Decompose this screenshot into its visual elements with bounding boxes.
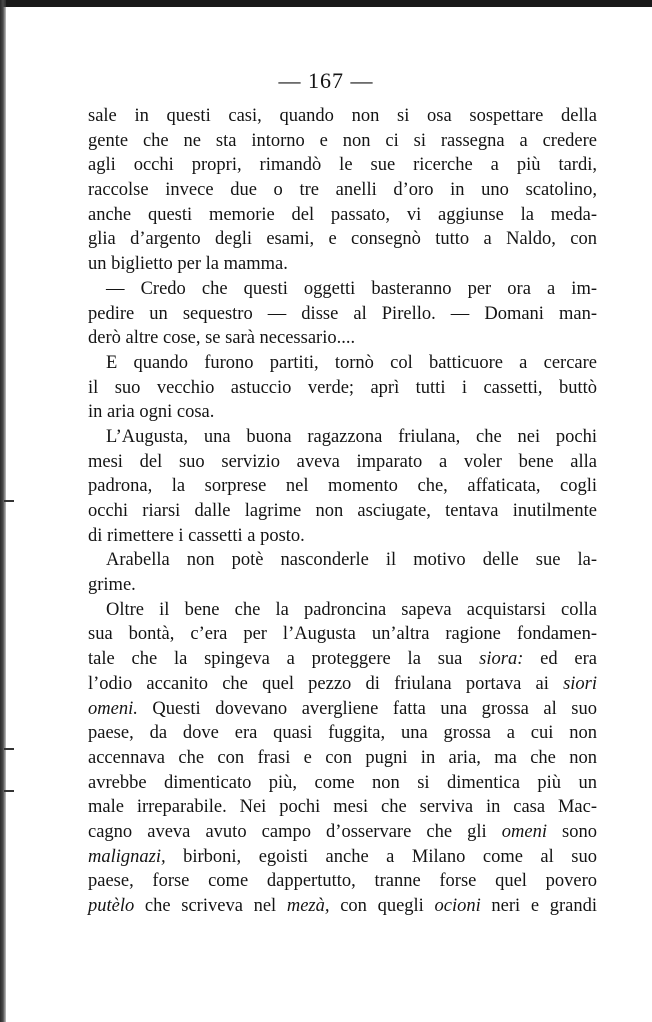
text-line: sua bontà, c’era per l’Augusta un’altra ragione fondamen-	[88, 624, 597, 645]
text-line: putèlo che scriveva nel mezà, con quegli ocioni neri e grandi	[88, 896, 597, 916]
page-number: — 167 —	[278, 68, 374, 93]
text-line: un biglietto per la mamma.	[88, 254, 288, 275]
page-top-edge	[0, 0, 652, 7]
text-line: cagno aveva avuto campo d’osservare che gli omeni sono	[88, 821, 597, 842]
text-line: in aria ogni cosa.	[88, 402, 215, 423]
text-line: agli occhi propri, rimandò le sue ricerche a più tardi,	[88, 155, 597, 176]
text-line: gente che ne sta intorno e non ci si rassegna a credere	[88, 130, 597, 151]
page-binding-edge	[0, 0, 6, 1022]
text-line: pedire un sequestro — disse al Pirello. — Domani man-	[88, 303, 597, 324]
text-line: — Credo che questi oggetti basteranno per ora a im-	[106, 278, 597, 299]
text-line: paese, da dove era quasi fuggita, una grossa a cui non	[88, 723, 597, 744]
text-line: paese, forse come dappertutto, tranne forse quel povero	[88, 871, 597, 892]
text-line: Oltre il bene che la padroncina sapeva acquistarsi colla	[106, 599, 597, 620]
text-line: male irreparabile. Nei pochi mesi che serviva in casa Mac-	[88, 797, 597, 818]
text-line: raccolse invece due o tre anelli d’oro in uno scatolino,	[88, 180, 597, 201]
text-line: avrebbe dimenticato più, come non si dimentica più un	[88, 772, 597, 793]
italic-word: putèlo	[88, 896, 135, 916]
italic-word: mezà,	[286, 896, 330, 916]
italic-word: siora:	[479, 649, 524, 670]
italic-word: siori	[563, 673, 597, 694]
italic-word: malignazi,	[88, 846, 166, 867]
text-line: derò altre cose, se sarà necessario....	[88, 328, 356, 349]
text-line: il suo vecchio astuccio verde; aprì tutti i cassetti, buttò	[88, 377, 597, 398]
text-line: glia d’argento degli esami, e consegnò tutto a Naldo, con	[88, 229, 597, 250]
text-line: Arabella non potè nasconderle il motivo delle sue la-	[106, 550, 597, 571]
margin-mark	[4, 748, 14, 750]
text-line: anche questi memorie del passato, vi aggiunse la meda-	[88, 204, 597, 225]
italic-word: omeni.	[88, 698, 138, 719]
italic-word: ocioni	[434, 896, 481, 916]
margin-mark	[4, 500, 14, 502]
text-line: sale in questi casi, quando non si osa sospettare della	[88, 106, 597, 126]
text-line: accennava che con frasi e con pugni in aria, ma che non	[88, 747, 597, 768]
text-line: di rimettere i cassetti a posto.	[88, 525, 305, 546]
text-line: E quando furono partiti, tornò col batticuore a cercare	[106, 352, 597, 373]
text-line: occhi riarsi dalle lagrime non asciugate, tentava inutilmente	[88, 501, 597, 521]
margin-mark	[4, 790, 14, 792]
text-line: malignazi, birboni, egoisti anche a Milano come al suo	[88, 846, 597, 867]
text-line: tale che la spingeva a proteggere la sua siora: ed era	[88, 649, 597, 670]
text-line: omeni. Questi dovevano avergliene fatta una grossa al suo	[88, 698, 597, 719]
body-text	[88, 104, 597, 919]
text-line: L’Augusta, una buona ragazzona friulana, che nei pochi	[106, 426, 597, 447]
text-line: grime.	[88, 575, 136, 596]
text-line: padrona, la sorprese nel momento che, affaticata, cogli	[88, 476, 597, 497]
text-line: l’odio accanito che quel pezzo di friulana portava ai siori	[88, 673, 597, 694]
text-line: mesi del suo servizio aveva imparato a voler bene alla	[88, 451, 597, 472]
italic-word: omeni	[501, 821, 547, 842]
